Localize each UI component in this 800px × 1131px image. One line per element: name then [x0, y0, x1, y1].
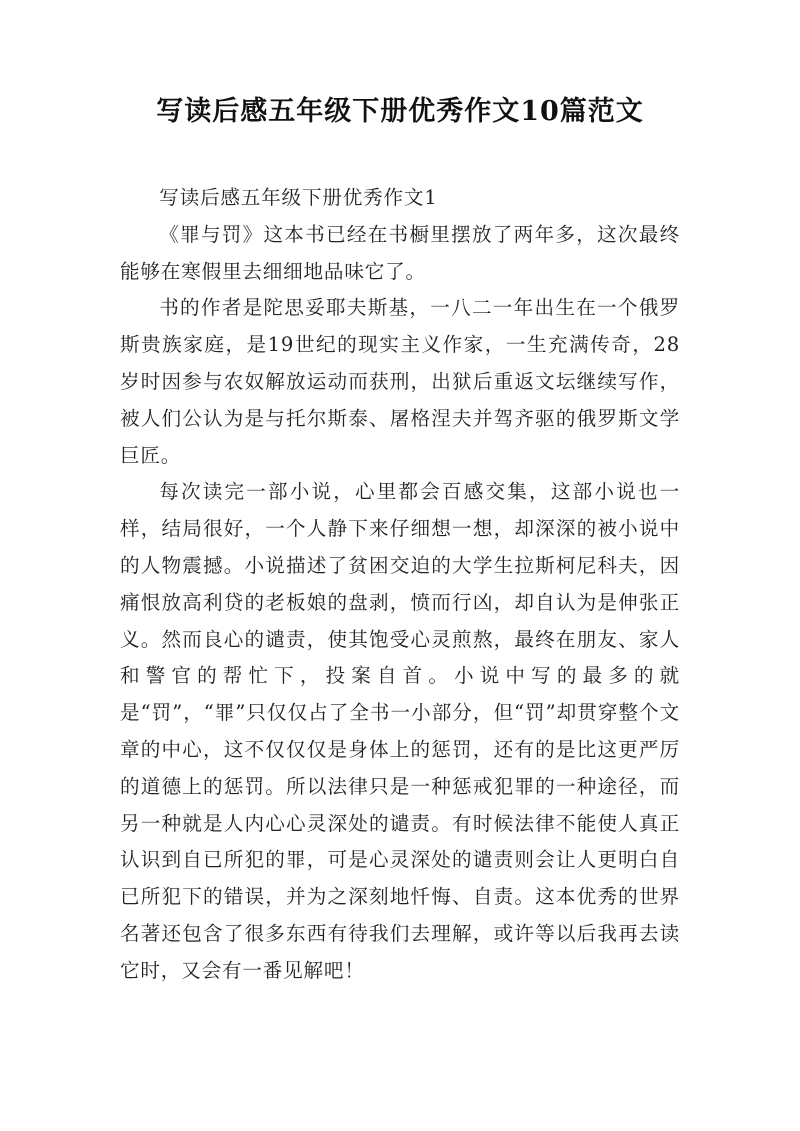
- document-body: [120, 180, 680, 990]
- paragraph-intro: 《罪与罚》这本书已经在书橱里摆放了两年多，这次最终能够在寒假里去细细地品味它了。: [120, 222, 680, 283]
- section-heading: 写读后感五年级下册优秀作文1: [159, 186, 438, 209]
- paragraph-author: 书的作者是陀思妥耶夫斯基，一八二一年出生在一个俄罗斯贵族家庭，是19世纪的现实主义作家，一生充满传奇，28岁时因参与农奴解放运动而获刑，出狱后重返文坛继续写作，被人们公认为是与托尔斯泰、屠格涅夫并驾齐驱的俄罗斯文学巨匠。: [120, 296, 680, 467]
- paragraph-reflection: 每次读完一部小说，心里都会百感交集，这部小说也一样，结局很好，一个人静下来仔细想一想，却深深的被小说中的人物震撼。小说描述了贫困交迫的大学生拉斯柯尼科夫，因痛恨放高利贷的老板娘的盘剥，愤而行凶，却自认为是伸张正义。然而良心的谴责，使其饱受心灵煎熬，最终在朋友、家人和警官的帮忙下，投案自首。小说中写的最多的就是“罚”，“罪”只仅仅占了全书一小部分，但“罚”却贯穿整个文章的中心，这不仅仅仅是身体上的惩罚，还有的是比这更严厉的道德上的惩罚。所以法律只是一种惩戒犯罪的一种途径，而另一种就是人内心心灵深处的谴责。有时候法律不能使人真正认识到自已所犯的罪，可是心灵深处的谴责则会让人更明白自已所犯下的错误，并为之深刻地忏悔、自责。这本优秀的世界名著还包含了很多东西有待我们去理解，或许等以后我再去读它时，又会有一番见解吧！: [120, 480, 680, 982]
- document-title: 写读后感五年级下册优秀作文10篇范文: [156, 96, 644, 127]
